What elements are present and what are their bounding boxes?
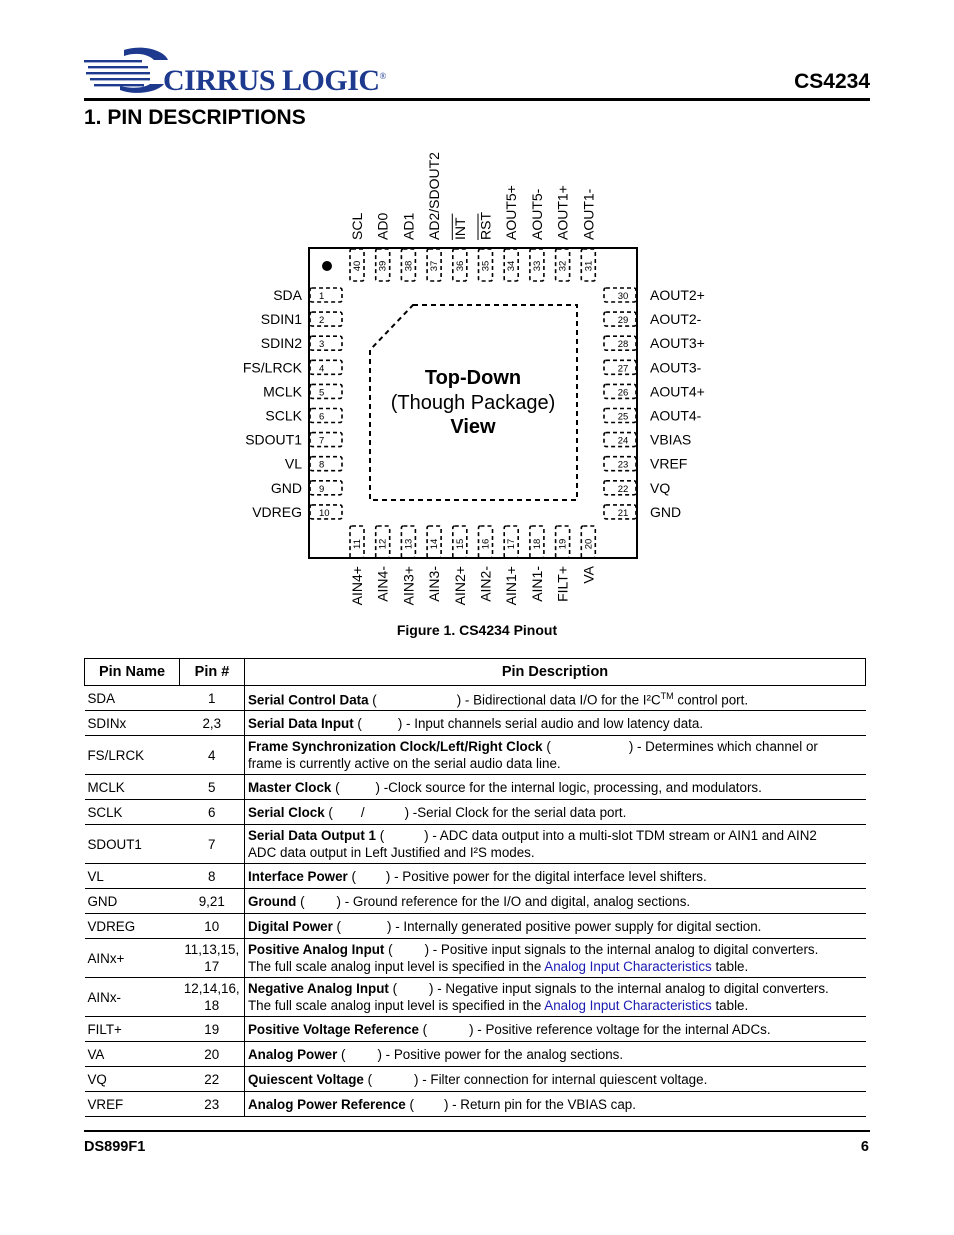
paren-open: ( bbox=[331, 779, 340, 795]
pin-name: VDREG bbox=[87, 918, 136, 934]
pad-left-5 bbox=[310, 384, 342, 398]
pin-number-cell bbox=[180, 1092, 245, 1117]
pin-number-cell bbox=[180, 775, 245, 800]
analog-input-characteristics-link[interactable]: Analog Input Characteristics bbox=[544, 998, 712, 1014]
pin-label-13: AIN3+ bbox=[400, 566, 417, 606]
pin-name: SDOUT1 bbox=[87, 836, 142, 852]
col-header-pin-name: Pin Name bbox=[85, 659, 180, 686]
paren-open: ( bbox=[353, 715, 362, 731]
paren-open: ( bbox=[388, 981, 398, 997]
pin-number: 19 bbox=[204, 1021, 220, 1037]
pin-label-24: VBIAS bbox=[650, 431, 692, 448]
pin-number-3: 3 bbox=[319, 339, 325, 351]
pin-name-cell bbox=[85, 889, 180, 914]
pin-number: 7 bbox=[208, 836, 216, 852]
pin-number-4: 4 bbox=[319, 363, 325, 375]
pin-number-16: 16 bbox=[480, 538, 492, 550]
section-title: 1. PIN DESCRIPTIONS bbox=[84, 106, 306, 129]
pin-number-31: 31 bbox=[583, 260, 595, 272]
pin-name: MCLK bbox=[87, 779, 125, 795]
pin-label-8: VL bbox=[284, 455, 302, 472]
pin-name: VQ bbox=[87, 1071, 107, 1087]
pin-label-37: AD2/SDOUT2 bbox=[426, 152, 443, 240]
pin-number: 1 bbox=[208, 690, 216, 706]
pin-number-2: 2 bbox=[319, 315, 325, 327]
pin-number-cell bbox=[180, 736, 245, 775]
paren-open: ( bbox=[324, 804, 333, 820]
pin-label-21: GND bbox=[650, 503, 682, 520]
pin-description-text: ) - Positive power for the digital interface level shifters. bbox=[385, 868, 707, 884]
pin-label-34: AOUT5+ bbox=[503, 185, 520, 240]
paren-open: ( bbox=[347, 868, 356, 884]
pin-description-text: ) - Return pin for the VBIAS cap. bbox=[443, 1096, 636, 1112]
pin-label-4: FS/LRCK bbox=[242, 359, 302, 376]
pin-label-16: AIN2- bbox=[477, 566, 494, 602]
pin-number-37: 37 bbox=[429, 260, 441, 272]
part-number: CS4234 bbox=[794, 70, 870, 93]
pin-description-text: ) -Clock source for the internal logic, processing, and modulators. bbox=[375, 779, 762, 795]
pin-description-line2: The full scale analog input level is specified in the bbox=[248, 998, 545, 1014]
pin-description-cell bbox=[245, 1017, 866, 1042]
pin-description-cell bbox=[245, 711, 866, 736]
pin-description-line2-end: table. bbox=[711, 998, 749, 1014]
paren-open: ( bbox=[375, 828, 385, 844]
pin-label-39: AD0 bbox=[374, 212, 391, 240]
pin-name-cell bbox=[85, 775, 180, 800]
pin-label-5: MCLK bbox=[263, 383, 302, 400]
center-label-1: Top-Down bbox=[424, 367, 522, 389]
pin-description-cell bbox=[245, 800, 866, 825]
pin-description-line2: frame is currently active on the serial audio data line. bbox=[248, 756, 561, 772]
pin-function-title: Master Clock bbox=[248, 779, 332, 795]
pin-name-cell bbox=[85, 1092, 180, 1117]
pin-number-cell bbox=[180, 939, 245, 978]
pin-number-32: 32 bbox=[557, 260, 569, 272]
pin-label-35: RST bbox=[477, 212, 494, 240]
pin-number-cell bbox=[180, 1017, 245, 1042]
pin-number: 20 bbox=[204, 1046, 220, 1062]
table-row bbox=[85, 775, 866, 800]
pin-name-cell bbox=[85, 1042, 180, 1067]
pin-description-cell bbox=[245, 736, 866, 775]
pin-name-cell bbox=[85, 800, 180, 825]
table-row bbox=[85, 914, 866, 939]
pin-description-text-cont: control port. bbox=[673, 692, 749, 708]
table-row bbox=[85, 1067, 866, 1092]
pin-function-title: Frame Synchronization Clock/Left/Right Clock bbox=[248, 739, 543, 755]
pin-number-28: 28 bbox=[617, 339, 629, 351]
pin-function-title: Serial Control Data bbox=[248, 692, 369, 708]
pin-description-cell bbox=[245, 978, 866, 1017]
pin-number-36: 36 bbox=[454, 260, 466, 272]
pin-label-1: SDA bbox=[273, 287, 302, 303]
pin-description-cell bbox=[245, 1092, 866, 1117]
pin-number-13: 13 bbox=[403, 538, 415, 550]
pin-number: 4 bbox=[208, 747, 216, 763]
paren-open: ( bbox=[337, 1046, 346, 1062]
brand-wordmark: CIRRUS LOGIC® bbox=[163, 64, 386, 97]
pin-number-21: 21 bbox=[617, 507, 629, 519]
pin-number-20: 20 bbox=[583, 538, 595, 550]
pin-number-35: 35 bbox=[480, 260, 492, 272]
pin-label-11: AIN4+ bbox=[349, 566, 365, 606]
pin-label-9: GND bbox=[270, 479, 302, 496]
pin-number-18: 18 bbox=[531, 538, 543, 550]
pin-function-title: Positive Voltage Reference bbox=[248, 1021, 419, 1037]
pin-label-26: AOUT4+ bbox=[650, 383, 705, 400]
paren-open: ( bbox=[296, 893, 305, 909]
pad-left-2 bbox=[310, 312, 342, 326]
pin-number: 8 bbox=[208, 868, 216, 884]
table-row bbox=[85, 736, 866, 775]
pin-name: SCLK bbox=[87, 804, 123, 820]
pin-name: VA bbox=[87, 1046, 105, 1062]
pin-name: SDA bbox=[87, 690, 116, 706]
pin-number-19: 19 bbox=[557, 538, 569, 550]
pin-number-40: 40 bbox=[352, 260, 363, 272]
center-label-2: (Though Package) bbox=[390, 392, 556, 414]
figure-caption: Figure 1. CS4234 Pinout bbox=[396, 622, 558, 638]
pin-label-12: AIN4- bbox=[374, 566, 391, 602]
pin-function-title: Serial Data Input bbox=[248, 715, 354, 731]
pin-label-7: SDOUT1 bbox=[245, 431, 302, 448]
paren-open: ( bbox=[384, 942, 393, 958]
pin-name: VL bbox=[87, 868, 104, 884]
pin-number-24: 24 bbox=[617, 435, 629, 447]
pin-number-cell bbox=[180, 889, 245, 914]
pin-name-cell bbox=[85, 711, 180, 736]
pin-name: FS/LRCK bbox=[87, 747, 145, 763]
pin-label-23: VREF bbox=[650, 455, 688, 472]
pin-number-6: 6 bbox=[319, 411, 325, 423]
pin-description-text: ) - ADC data output into a multi-slot TDM stream or AIN1 and AIN2 bbox=[424, 828, 817, 844]
pin-description-text: ) - Internally generated positive power supply for digital section. bbox=[387, 918, 762, 934]
pin-number-29: 29 bbox=[617, 315, 629, 327]
pin-number: 10 bbox=[204, 918, 220, 934]
pin-description-cell bbox=[245, 686, 866, 711]
pin-label-31: AOUT1- bbox=[580, 188, 597, 240]
pin-number-cont: 18 bbox=[204, 998, 220, 1014]
pin-label-40: SCL bbox=[349, 212, 365, 240]
pin-name-cell bbox=[85, 914, 180, 939]
analog-input-characteristics-link[interactable]: Analog Input Characteristics bbox=[544, 959, 712, 975]
pin-name-cell bbox=[85, 864, 180, 889]
table-row bbox=[85, 711, 866, 736]
pin-number-5: 5 bbox=[319, 387, 325, 399]
pin-description-cell bbox=[245, 825, 866, 864]
pin-name-cell bbox=[85, 825, 180, 864]
pin-number: 2,3 bbox=[202, 715, 222, 731]
slash: / bbox=[360, 804, 365, 820]
pin-number: 23 bbox=[204, 1096, 220, 1112]
pin-description-cell bbox=[245, 1067, 866, 1092]
pin-number-27: 27 bbox=[617, 363, 629, 375]
pin-number-30: 30 bbox=[617, 291, 629, 302]
pin-number-cell bbox=[180, 864, 245, 889]
table-row bbox=[85, 978, 866, 1017]
pin-function-title: Negative Analog Input bbox=[248, 981, 389, 997]
pin-label-38: AD1 bbox=[400, 212, 417, 240]
pin-number-cell bbox=[180, 825, 245, 864]
pin-number-cell bbox=[180, 978, 245, 1017]
pin-number-26: 26 bbox=[617, 387, 629, 399]
pin-description-cell bbox=[245, 939, 866, 978]
pin-number-34: 34 bbox=[506, 260, 518, 272]
pin-number-23: 23 bbox=[617, 459, 629, 471]
pin-label-36: INT bbox=[451, 217, 468, 240]
pin-label-25: AOUT4- bbox=[650, 407, 702, 424]
table-row bbox=[85, 864, 866, 889]
pin-number: 5 bbox=[208, 779, 216, 795]
pin-label-29: AOUT2- bbox=[650, 311, 702, 328]
pin-number: 9,21 bbox=[198, 893, 225, 909]
pad-left-3 bbox=[310, 336, 342, 350]
pin-label-27: AOUT3- bbox=[650, 359, 702, 376]
pin-number-22: 22 bbox=[617, 483, 629, 495]
table-row bbox=[85, 1017, 866, 1042]
pin-function-title: Analog Power Reference bbox=[248, 1096, 406, 1112]
pin-description-text: ) - Positive power for the analog sections. bbox=[377, 1046, 624, 1062]
pin-name-cell bbox=[85, 1067, 180, 1092]
pad-left-7 bbox=[310, 433, 342, 447]
pin-name-cell bbox=[85, 736, 180, 775]
pin-description-line2: ADC data output in Left Justified and I²S modes. bbox=[248, 845, 535, 861]
paren-open: ( bbox=[542, 739, 551, 755]
pin-function-title: Ground bbox=[248, 893, 297, 909]
pin-label-15: AIN2+ bbox=[451, 566, 468, 606]
pad-left-6 bbox=[310, 409, 342, 423]
pin-description-table bbox=[84, 658, 866, 1117]
pin-description-text: ) - Bidirectional data I/O for the I²C bbox=[456, 692, 661, 708]
pin-label-2: SDIN1 bbox=[260, 311, 302, 328]
pin-label-3: SDIN2 bbox=[260, 335, 302, 352]
pin-number: 12,14,16, bbox=[183, 981, 240, 997]
paren-open: ( bbox=[418, 1021, 428, 1037]
pin-label-19: FILT+ bbox=[554, 566, 571, 602]
pin-number-1: 1 bbox=[319, 291, 325, 302]
pin-number-cont: 17 bbox=[204, 959, 220, 975]
pin-function-title: Digital Power bbox=[248, 918, 333, 934]
pin-label-10: VDREG bbox=[252, 503, 302, 520]
pin-description-text: ) - Ground reference for the I/O and digital, analog sections. bbox=[336, 893, 691, 909]
trademark: TM bbox=[660, 691, 674, 701]
pin-description-text: ) - Positive reference voltage for the internal ADCs. bbox=[469, 1021, 771, 1037]
pin-number-10: 10 bbox=[319, 507, 330, 519]
pin-number: 22 bbox=[204, 1071, 220, 1087]
pin-name-cell bbox=[85, 1017, 180, 1042]
pin-description-text: ) - Negative input signals to the internal analog to digital converters. bbox=[429, 981, 829, 997]
pin-number-cell bbox=[180, 686, 245, 711]
table-row bbox=[85, 686, 866, 711]
pin-name: SDINx bbox=[87, 715, 127, 731]
pin-label-17: AIN1+ bbox=[503, 566, 520, 606]
header-rule bbox=[84, 98, 870, 101]
center-label-3: View bbox=[450, 416, 496, 438]
pin-number-39: 39 bbox=[377, 260, 389, 272]
pin-description-cell bbox=[245, 1042, 866, 1067]
pin-function-title: Analog Power bbox=[248, 1046, 338, 1062]
pin-function-title: Serial Data Output 1 bbox=[248, 828, 376, 844]
pin-name: AINx+ bbox=[87, 950, 125, 966]
pin-function-title: Quiescent Voltage bbox=[248, 1071, 364, 1087]
pin-description-text: ) - Filter connection for internal quiescent voltage. bbox=[414, 1071, 708, 1087]
table-row bbox=[85, 1042, 866, 1067]
pin-function-title: Interface Power bbox=[248, 868, 348, 884]
pin-number-15: 15 bbox=[454, 538, 466, 550]
pin1-dot bbox=[322, 261, 332, 271]
pin-description-text: ) - Input channels serial audio and low latency data. bbox=[397, 715, 704, 731]
pin-label-18: AIN1- bbox=[528, 566, 545, 602]
pin-number-12: 12 bbox=[377, 538, 389, 550]
pin-number-cell bbox=[180, 1067, 245, 1092]
footer-rule bbox=[84, 1130, 870, 1132]
pin-function-title: Positive Analog Input bbox=[248, 942, 385, 958]
pin-label-32: AOUT1+ bbox=[554, 185, 571, 240]
pin-number-cell bbox=[180, 800, 245, 825]
pin-description-text: ) - Determines which channel or bbox=[628, 739, 818, 755]
pin-number-33: 33 bbox=[531, 260, 543, 272]
pad-left-4 bbox=[310, 360, 342, 374]
table-row bbox=[85, 1092, 866, 1117]
pin-description-text: ) -Serial Clock for the serial data port. bbox=[404, 804, 627, 820]
table-row bbox=[85, 889, 866, 914]
pin-name-cell bbox=[85, 939, 180, 978]
pin-name-cell bbox=[85, 686, 180, 711]
pin-function-title: Serial Clock bbox=[248, 804, 325, 820]
pin-number-17: 17 bbox=[506, 538, 518, 550]
pad-left-8 bbox=[310, 457, 342, 471]
document-id: DS899F1 bbox=[84, 1139, 146, 1155]
pin-name: VREF bbox=[87, 1096, 124, 1112]
pin-label-20: VA bbox=[580, 566, 597, 584]
pin-description-text: ) - Positive input signals to the internal analog to digital converters. bbox=[424, 942, 819, 958]
pin-description-cell bbox=[245, 775, 866, 800]
pin-label-33: AOUT5- bbox=[528, 188, 545, 240]
pin-label-30: AOUT2+ bbox=[650, 287, 705, 303]
table-row bbox=[85, 825, 866, 864]
pin-number-7: 7 bbox=[319, 435, 325, 447]
pin-number-cell bbox=[180, 914, 245, 939]
pin-name: GND bbox=[87, 893, 118, 909]
pin-number-9: 9 bbox=[319, 483, 325, 495]
pin-description-line2-end: table. bbox=[711, 959, 749, 975]
pin-label-14: AIN3- bbox=[426, 566, 443, 602]
pin-number-25: 25 bbox=[617, 411, 629, 423]
table-row bbox=[85, 939, 866, 978]
paren-open: ( bbox=[405, 1096, 414, 1112]
table-row bbox=[85, 800, 866, 825]
pin-number-cell bbox=[180, 711, 245, 736]
pin-label-6: SCLK bbox=[265, 407, 302, 424]
pin-number-11: 11 bbox=[352, 539, 363, 549]
col-header-pin-number: Pin # bbox=[180, 659, 245, 686]
pin-number: 6 bbox=[208, 804, 216, 820]
pin-name: FILT+ bbox=[87, 1021, 122, 1037]
paren-open: ( bbox=[363, 1071, 373, 1087]
pin-number-8: 8 bbox=[319, 459, 325, 471]
col-header-pin-description: Pin Description bbox=[245, 659, 866, 686]
paren-open: ( bbox=[332, 918, 342, 934]
pin-label-28: AOUT3+ bbox=[650, 335, 705, 352]
paren-open: ( bbox=[368, 692, 377, 708]
pin-name: AINx- bbox=[87, 989, 121, 1005]
pin-name-cell bbox=[85, 978, 180, 1017]
pin-number: 11,13,15, bbox=[184, 942, 240, 958]
pin-number-14: 14 bbox=[429, 538, 441, 550]
pin-description-cell bbox=[245, 914, 866, 939]
pad-left-1 bbox=[310, 288, 342, 302]
pin-description-cell bbox=[245, 864, 866, 889]
pin-description-cell bbox=[245, 889, 866, 914]
pin-number-38: 38 bbox=[403, 260, 415, 272]
page-number: 6 bbox=[860, 1139, 869, 1155]
pin-number-cell bbox=[180, 1042, 245, 1067]
pin-description-line2: The full scale analog input level is specified in the bbox=[248, 959, 545, 975]
pin-label-22: VQ bbox=[650, 479, 671, 496]
pad-left-9 bbox=[310, 481, 342, 495]
pinout-diagram bbox=[230, 145, 730, 610]
table-header-row bbox=[85, 659, 866, 686]
